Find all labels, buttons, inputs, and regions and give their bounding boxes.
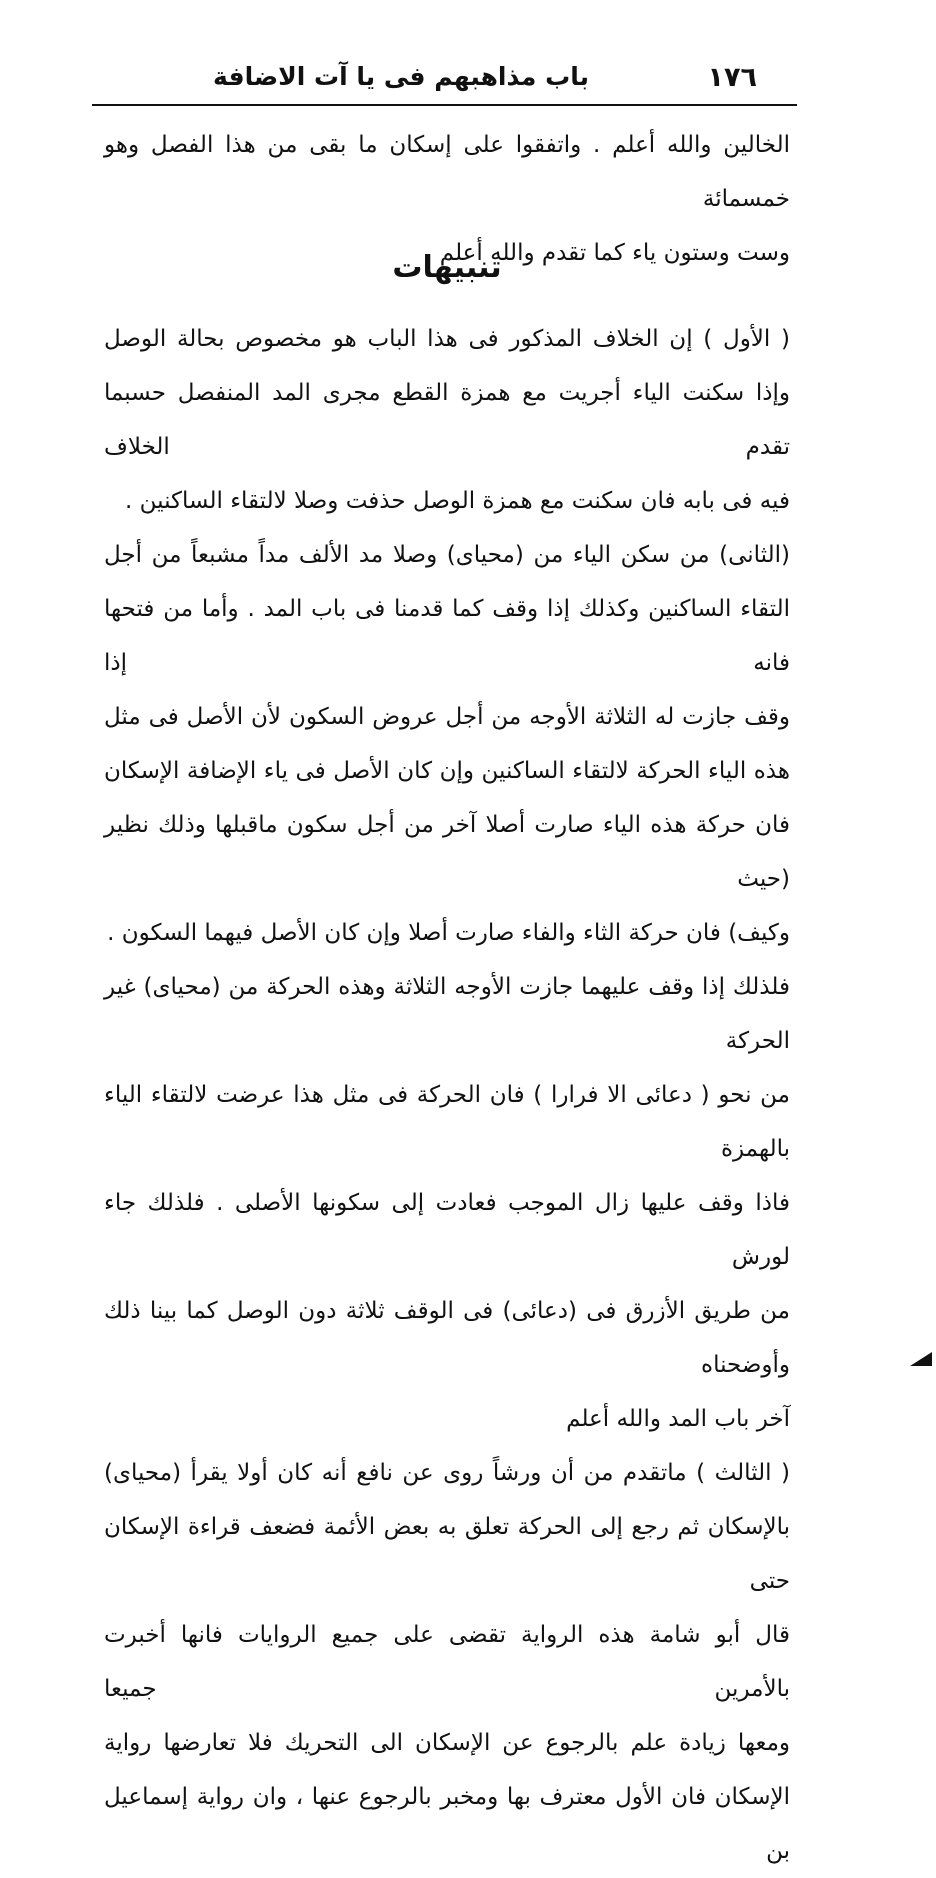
text-line: الإسكان فان الأول معترف بها ومخبر بالرجوع عنها ، وان رواية إسماعيل بن	[104, 1784, 790, 1864]
page-number: ١٧٦	[707, 62, 757, 93]
section-heading: تنبيهات	[392, 250, 502, 285]
header-rule	[92, 104, 797, 106]
text-line: بالإسكان ثم رجع إلى الحركة تعلق به بعض الأئمة فضعف قراءة الإسكان حتى	[104, 1514, 790, 1594]
text-line: وكيف) فان حركة الثاء والفاء صارت أصلا وإن كان الأصل فيهما السكون .	[107, 920, 790, 946]
text-line: آخر باب المد والله أعلم	[566, 1406, 790, 1432]
text-line: وقف جازت له الثلاثة الأوجه من أجل عروض السكون لأن الأصل فى مثل	[104, 704, 790, 730]
text-line: فان حركة هذه الياء صارت أصلا آخر من أجل سكون ماقبلها وذلك نظير (حيث	[104, 812, 790, 892]
text-line: من طريق الأزرق فى (دعائى) فى الوقف ثلاثة دون الوصل كما بينا ذلك وأوضحناه	[104, 1298, 790, 1378]
text-line: هذه الياء الحركة لالتقاء الساكنين وإن كان الأصل فى ياء الإضافة الإسكان	[104, 758, 790, 784]
text-line: فاذا وقف عليها زال الموجب فعادت إلى سكونها الأصلى . فلذلك جاء لورش	[104, 1190, 790, 1270]
text-line: ( الأول ) إن الخلاف المذكور فى هذا الباب هو مخصوص بحالة الوصل	[104, 326, 790, 352]
text-line: التقاء الساكنين وكذلك إذا وقف كما قدمنا فى باب المد . وأما من فتحها فانه إذا	[104, 596, 790, 676]
text-line: فيه فى بابه فان سكنت مع همزة الوصل حذفت وصلا لالتقاء الساكنين .	[125, 488, 790, 514]
text-line: قال أبو شامة هذه الرواية تقضى على جميع الروايات فانها أخبرت بالأمرين جميعا	[104, 1622, 790, 1702]
page-header	[92, 52, 797, 102]
text-line: وإذا سكنت الياء أجريت مع همزة القطع مجرى المد المنفصل حسبما تقدم الخلاف	[104, 380, 790, 460]
text-line: من نحو ( دعائى الا فرارا ) فان الحركة فى مثل هذا عرضت لالتقاء الياء بالهمزة	[104, 1082, 790, 1162]
text-line: فلذلك إذا وقف عليهما جازت الأوجه الثلاثة وهذه الحركة من (محياى) غير الحركة	[104, 974, 790, 1054]
text-line: وست وستون ياء كما تقدم والله أعلم	[439, 240, 790, 266]
text-line: ( الثالث ) ماتقدم من أن ورشاً روى عن نافع أنه كان أولا يقرأ (محياى)	[104, 1460, 790, 1486]
text-line: ومعها زيادة علم بالرجوع عن الإسكان الى التحريك فلا تعارضها رواية	[104, 1730, 790, 1756]
text-line: (الثانى) من سكن الياء من (محياى) وصلا مد الألف مداً مشبعاً من أجل	[104, 542, 790, 568]
corner-triangle-icon	[910, 1352, 932, 1366]
body-text	[104, 312, 790, 1878]
running-title: باب مذاهبهم فى يا آت الاضافة	[213, 62, 589, 91]
text-line: الخالين والله أعلم . واتفقوا على إسكان ما بقى من هذا الفصل وهو خمسمائة	[104, 132, 790, 212]
